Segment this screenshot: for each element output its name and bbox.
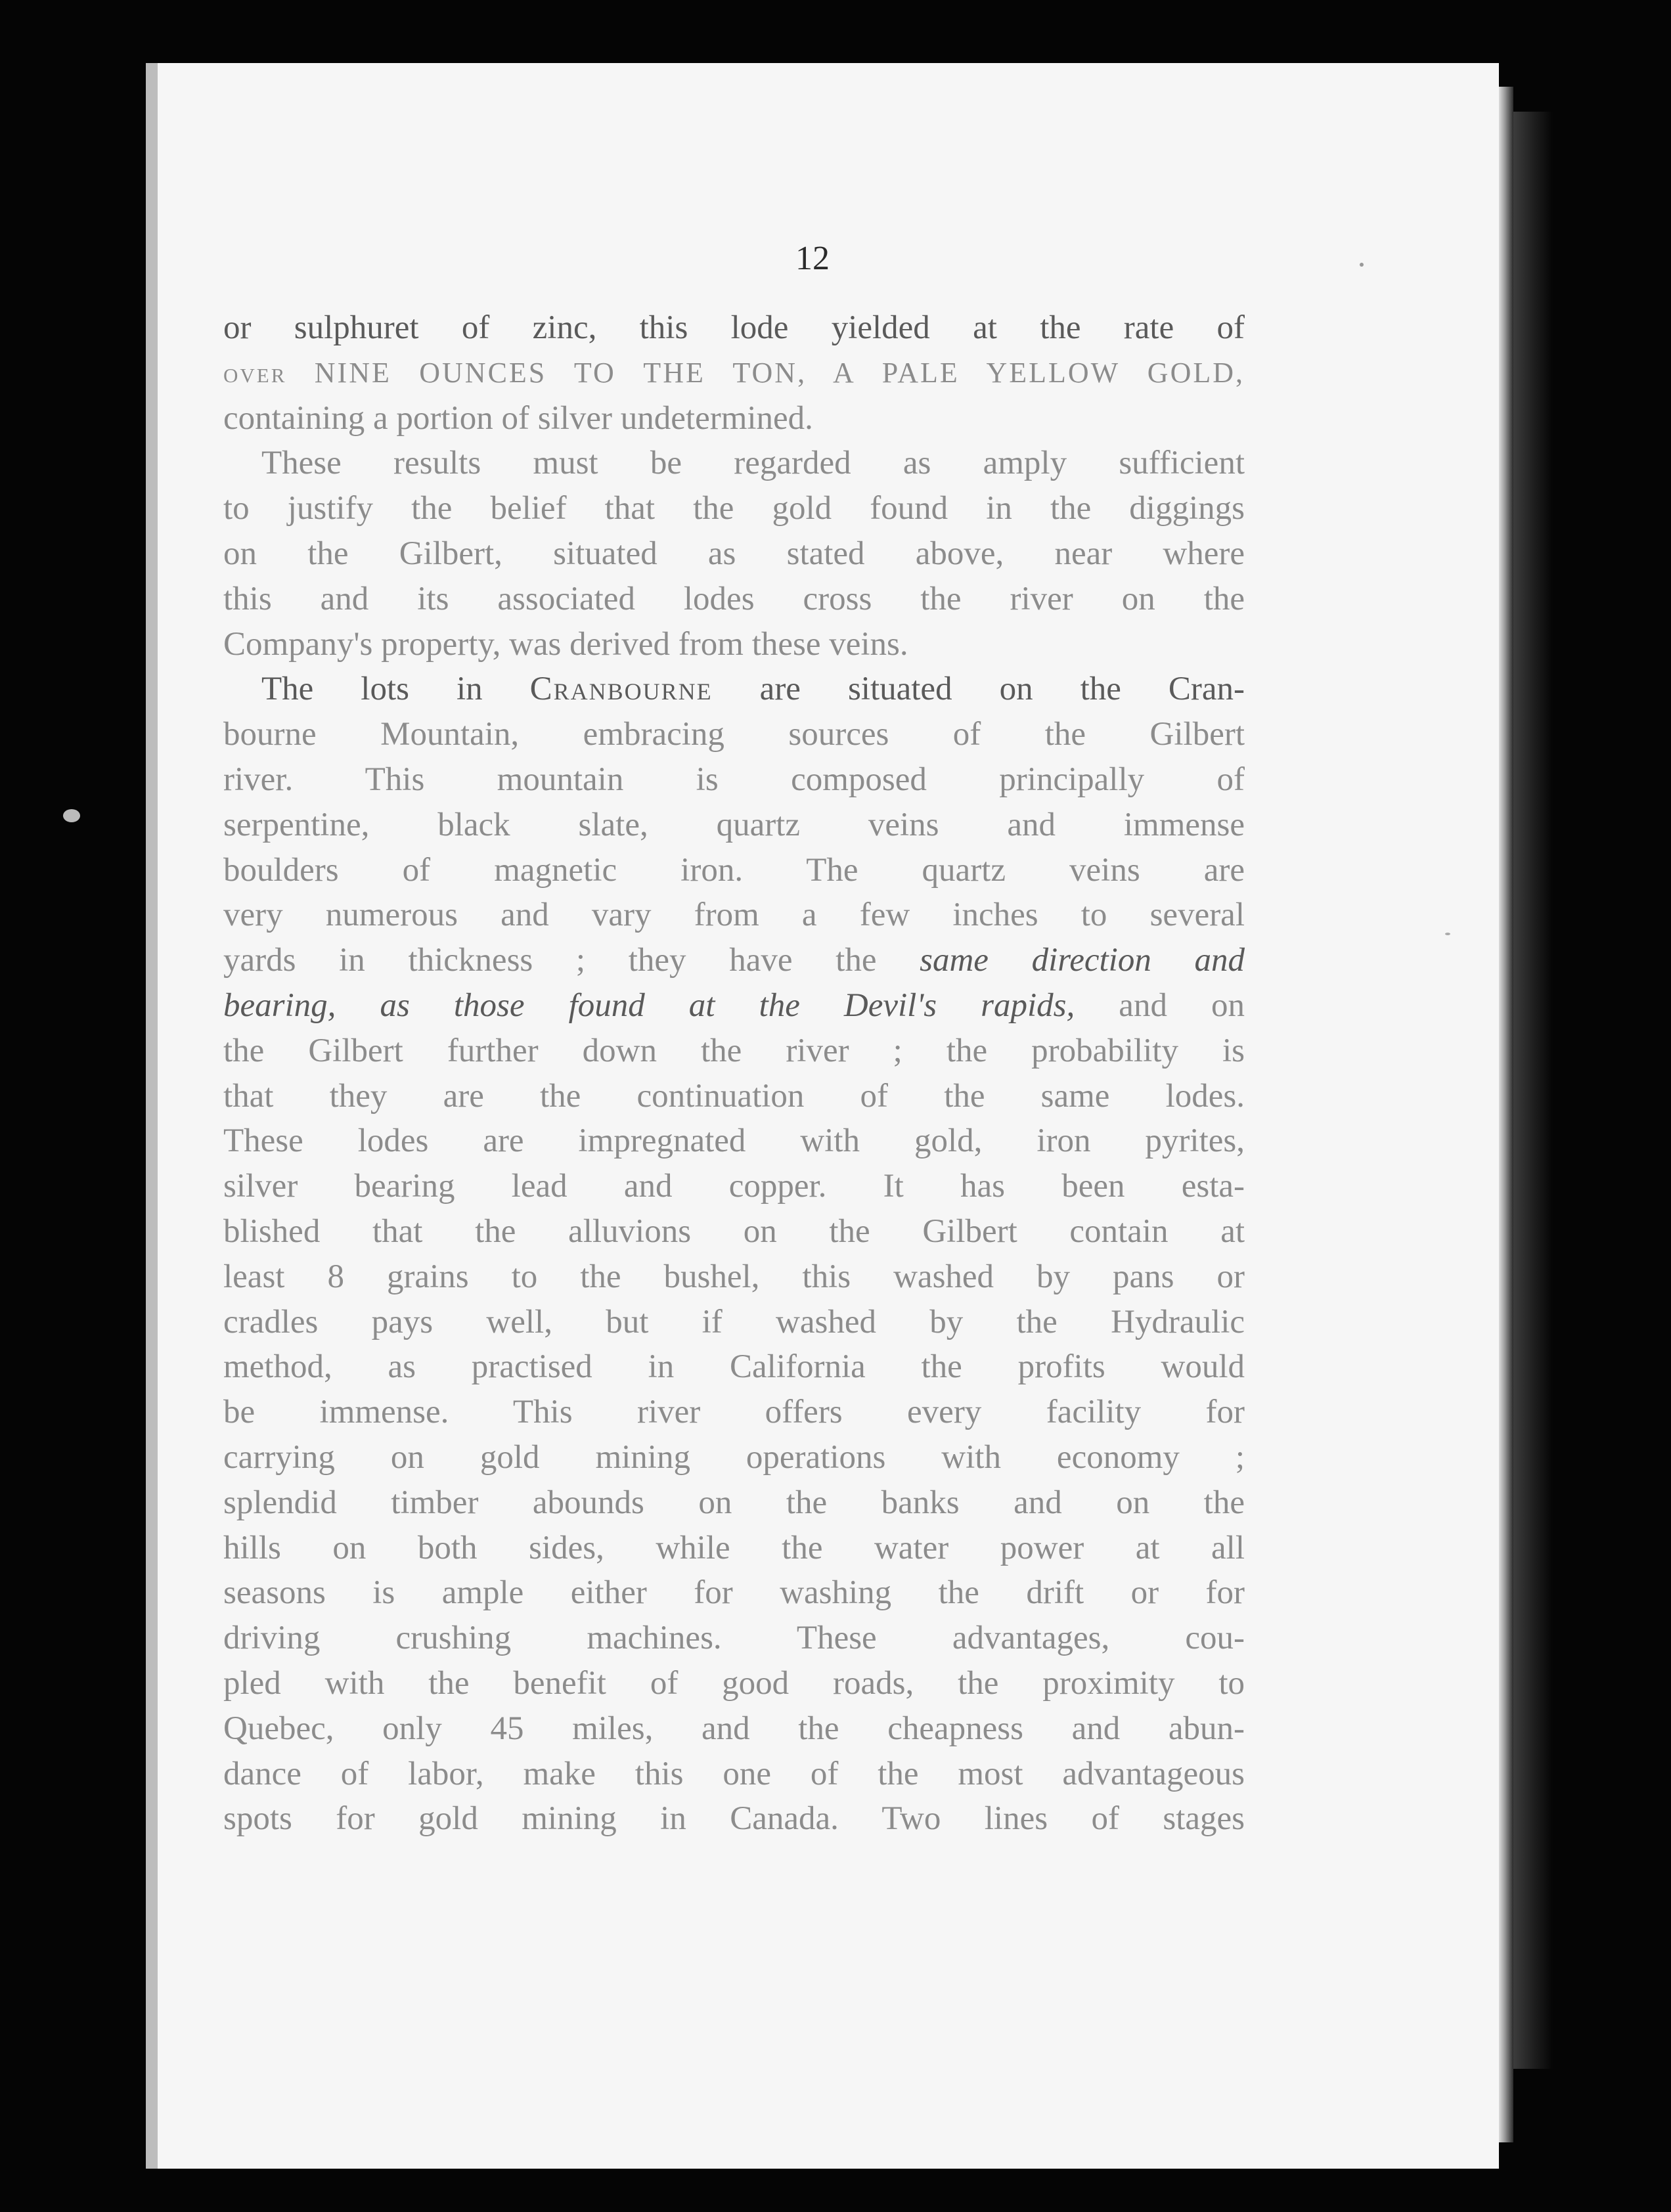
- text-line-19: These lodes are impregnated with gold, iron pyrites,: [223, 1122, 1245, 1160]
- text-line-14: very numerous and vary from a few inches to several: [223, 896, 1245, 934]
- page-number: 12: [795, 240, 830, 277]
- text-line-24: method, as practised in California the profits would: [223, 1348, 1245, 1386]
- text-line-3: containing a portion of silver undetermined.: [223, 399, 813, 437]
- text-line-4: These results must be regarded as amply sufficient: [261, 445, 1245, 482]
- text-line-20: silver bearing lead and copper. It has been esta-: [223, 1168, 1245, 1205]
- scan-speck: [1445, 933, 1450, 935]
- scan-speck: [1360, 263, 1364, 267]
- text-line-33: dance of labor, make this one of the most advantageous: [223, 1755, 1245, 1792]
- text-line-10: bourne Mountain, embracing sources of the Gilbert: [223, 716, 1245, 753]
- text-line-12: serpentine, black slate, quartz veins and immense: [223, 806, 1245, 843]
- text-line-2: over NINE OUNCES TO THE TON, A PALE YELLOW GOLD,: [223, 356, 1245, 389]
- text-line-23: cradles pays well, but if washed by the Hydraulic: [223, 1303, 1245, 1340]
- text-line-8: Company's property, was derived from these veins.: [223, 625, 908, 663]
- text-line-7: this and its associated lodes cross the river on the: [223, 580, 1245, 617]
- text-line-15: yards in thickness ; they have the same direction and: [223, 942, 1245, 979]
- text-line-30: driving crushing machines. These advantages, cou-: [223, 1620, 1245, 1657]
- text-line-31: pled with the benefit of good roads, the proximity to: [223, 1664, 1245, 1702]
- text-line-32: Quebec, only 45 miles, and the cheapness and abun-: [223, 1710, 1245, 1747]
- text-line-11: river. This mountain is composed principally of: [223, 761, 1245, 798]
- text-line-22: least 8 grains to the bushel, this washed by pans or: [223, 1258, 1245, 1295]
- text-line-17: the Gilbert further down the river ; the probability is: [223, 1032, 1245, 1069]
- text-line-29: seasons is ample either for washing the drift or for: [223, 1574, 1245, 1612]
- text-line-6: on the Gilbert, situated as stated above, near where: [223, 535, 1245, 572]
- text-line-1: or sulphuret of zinc, this lode yielded at the rate of: [223, 309, 1245, 346]
- text-line-28: hills on both sides, while the water power at all: [223, 1529, 1245, 1566]
- italic-phrase-continued: bearing, as those found at the Devil's rapids,: [223, 986, 1075, 1024]
- text-line-21: blished that the alluvions on the Gilbert contain at: [223, 1212, 1245, 1250]
- place-name-cranbourne: Cranbourne: [529, 671, 713, 708]
- body-text: [223, 305, 1245, 1842]
- text-line-5: to justify the belief that the gold found in the diggings: [223, 490, 1245, 527]
- scan-speck: [63, 809, 80, 822]
- text-line-34: spots for gold mining in Canada. Two lines of stages: [223, 1800, 1245, 1838]
- text-line-25: be immense. This river offers every facility for: [223, 1394, 1245, 1431]
- next-page-edge: [1513, 112, 1553, 2069]
- text-line-16: bearing, as those found at the Devil's rapids, and on: [223, 986, 1245, 1024]
- text-line-13: boulders of magnetic iron. The quartz veins are: [223, 851, 1245, 889]
- text-line-26: carrying on gold mining operations with economy ;: [223, 1438, 1245, 1476]
- text-line-9: The lots in Cranbourne are situated on the Cran-: [261, 671, 1245, 708]
- italic-phrase: same direction and: [920, 942, 1245, 979]
- page-edge-shadow: [1499, 87, 1513, 2142]
- text-line-27: splendid timber abounds on the banks and on the: [223, 1484, 1245, 1521]
- text-line-18: that they are the continuation of the same lodes.: [223, 1077, 1245, 1115]
